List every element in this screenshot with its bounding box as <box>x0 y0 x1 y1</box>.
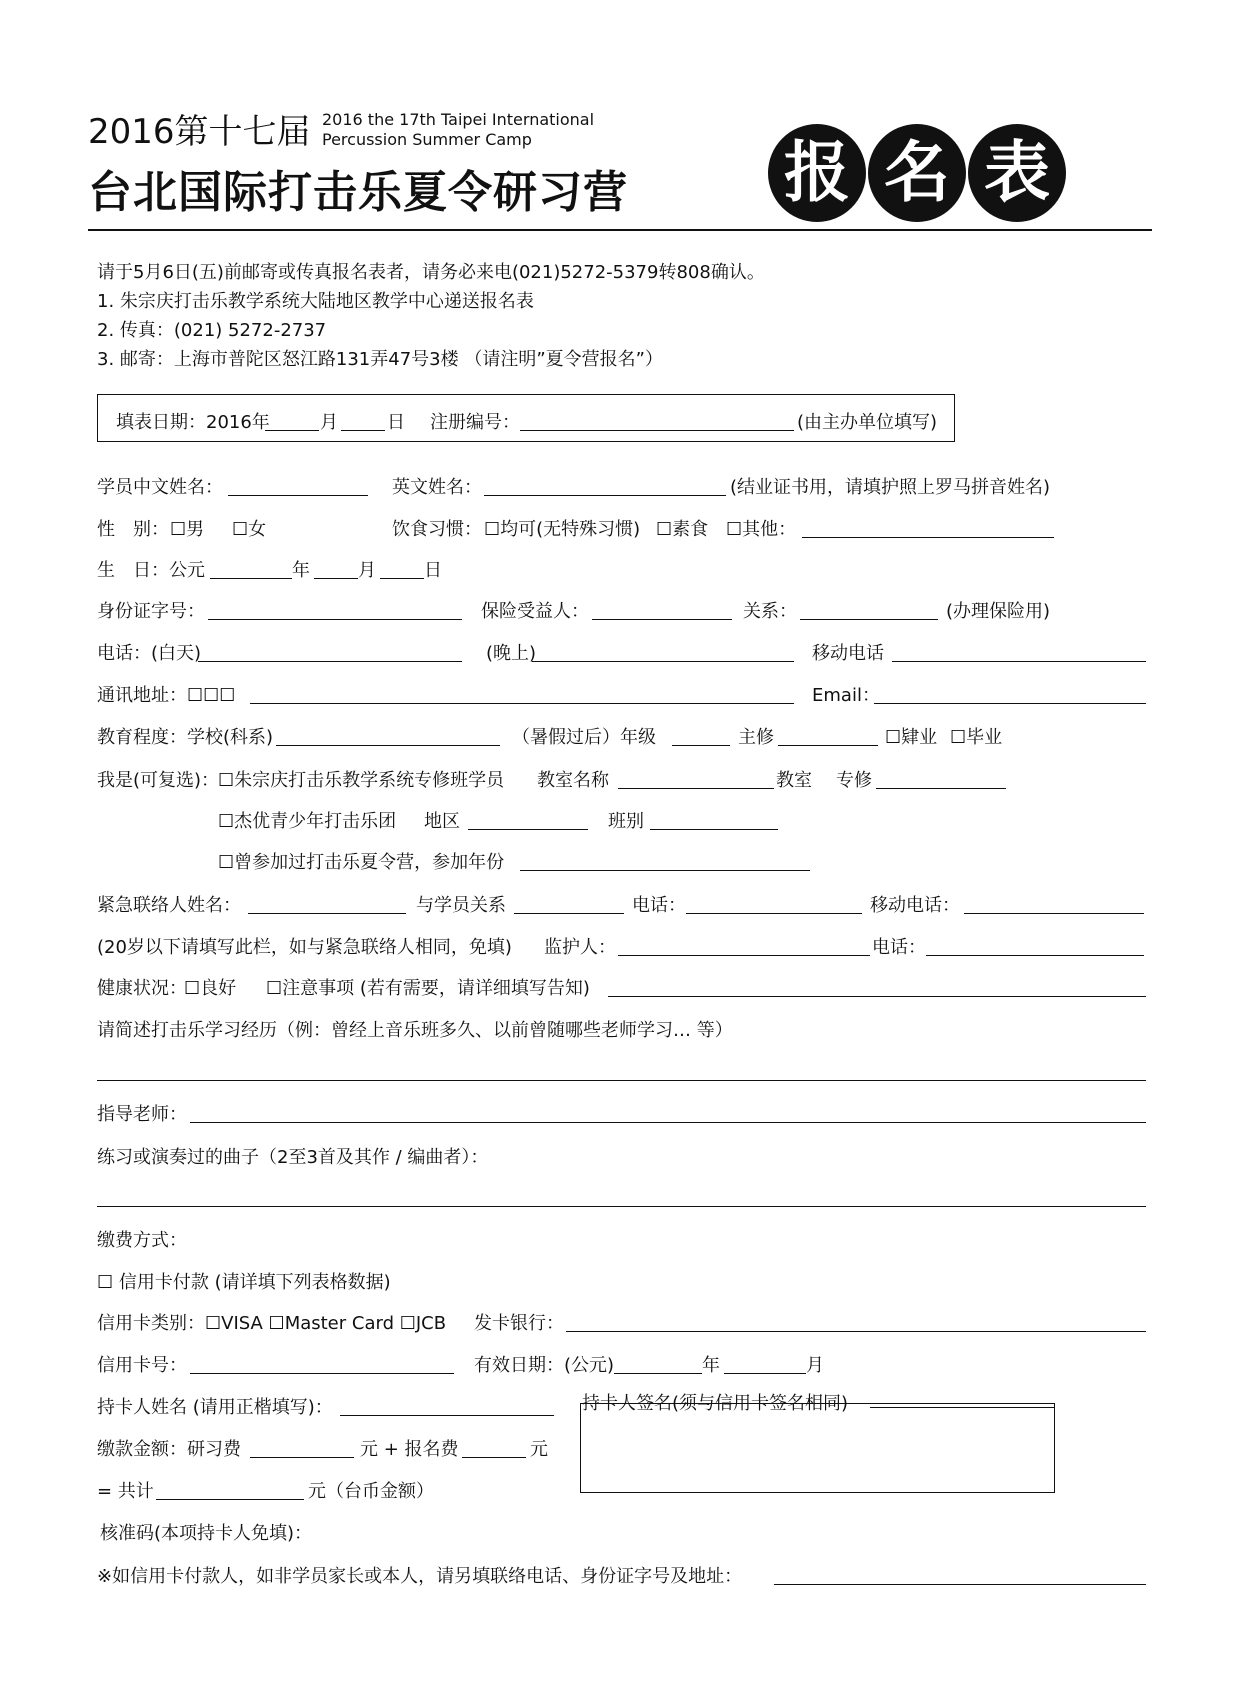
signature-box[interactable] <box>580 1403 1055 1493</box>
health-note-field[interactable] <box>608 996 1146 997</box>
total-unit: 元（台币金额） <box>308 1481 434 1502</box>
diet-normal-checkbox[interactable]: ☐均可(无特殊习惯) <box>484 519 641 540</box>
graduated-checkbox[interactable]: ☐毕业 <box>950 727 1003 748</box>
fill-day-label: 日 <box>387 412 405 433</box>
card-type-options[interactable]: 信用卡类别：☐VISA ☐Master Card ☐JCB <box>97 1313 447 1334</box>
mobile-label: 移动电话 <box>812 643 884 664</box>
guardian-field[interactable] <box>618 955 870 956</box>
diet-other-checkbox[interactable]: ☐其他： <box>726 519 797 540</box>
grade-field[interactable] <box>672 745 730 746</box>
chinese-title: 台北国际打击乐夏令研习营 <box>88 167 628 218</box>
emergency-mobile-label: 移动电话： <box>870 895 960 916</box>
edition-title: 2016第十七届 <box>88 112 311 152</box>
guardian-phone-field[interactable] <box>926 955 1144 956</box>
birth-month-field[interactable] <box>314 578 358 579</box>
phone-day-label: 电话：(白天) <box>97 643 202 664</box>
emergency-phone-label: 电话： <box>632 895 686 916</box>
relation-field[interactable] <box>800 619 938 620</box>
past-camp-year-field[interactable] <box>520 870 810 871</box>
birth-year-field[interactable] <box>210 578 292 579</box>
education-label: 教育程度：学校(科系) <box>97 727 274 748</box>
school-field[interactable] <box>276 745 500 746</box>
en-name-label: 英文姓名： <box>392 477 482 498</box>
expiry-month-label: 月 <box>806 1355 824 1376</box>
guardian-label: 监护人： <box>544 937 616 958</box>
badge-char-2: 名 <box>868 124 966 222</box>
id-no-field[interactable] <box>208 619 462 620</box>
mobile-field[interactable] <box>892 661 1146 662</box>
expiry-year-label: 年 <box>702 1355 720 1376</box>
fill-date-label: 填表日期：2016年 <box>116 412 270 433</box>
beneficiary-label: 保险受益人： <box>481 601 589 622</box>
gender-female-checkbox[interactable]: ☐女 <box>232 519 267 540</box>
emergency-relation-field[interactable] <box>514 913 624 914</box>
expiry-month-field[interactable] <box>724 1373 806 1374</box>
fill-month-label: 月 <box>320 412 338 433</box>
email-label: Email： <box>812 685 880 706</box>
option-youth-ensemble-checkbox[interactable]: ☐杰优青少年打击乐团 <box>218 811 397 832</box>
phone-night-label: (晚上) <box>486 643 537 664</box>
id-no-label: 身份证字号： <box>97 601 205 622</box>
class-field[interactable] <box>650 829 778 830</box>
card-no-label: 信用卡号： <box>97 1355 187 1376</box>
reg-no-label: 注册编号： <box>430 412 520 433</box>
beneficiary-field[interactable] <box>592 619 732 620</box>
notice-item-3: 3. 邮寄：上海市普陀区怒江路131弄47号3楼 （请注明”夏令营报名”） <box>97 349 663 370</box>
teacher-label: 指导老师： <box>97 1104 187 1125</box>
total-label: = 共计 <box>97 1481 154 1502</box>
address-label: 通讯地址：☐☐☐ <box>97 685 236 706</box>
tuition-field[interactable] <box>250 1457 354 1458</box>
diet-label: 饮食习惯： <box>392 519 482 540</box>
amount-yuan-label: 元 <box>530 1439 548 1460</box>
grade-label: （暑假过后）年级 <box>512 727 656 748</box>
auth-code-label: 核准码(本项持卡人免填)： <box>100 1523 313 1544</box>
emergency-name-field[interactable] <box>248 913 406 914</box>
diet-other-field[interactable] <box>802 537 1054 538</box>
guardian-note: (20岁以下请填写此栏，如与紧急联络人相同，免填) <box>97 937 512 958</box>
gender-label: 性 别： <box>97 519 169 540</box>
emergency-mobile-field[interactable] <box>964 913 1144 914</box>
fill-month-field[interactable] <box>265 430 319 431</box>
birthday-label: 生 日：公元 <box>97 560 205 581</box>
fill-day-field[interactable] <box>341 430 385 431</box>
experience-field[interactable] <box>97 1080 1146 1081</box>
badge-char-3: 表 <box>968 124 1066 222</box>
credit-card-checkbox[interactable]: ☐ 信用卡付款 (请详填下列表格数据) <box>97 1272 391 1293</box>
region-field[interactable] <box>468 829 588 830</box>
notice-item-2: 2. 传真：(021) 5272-2737 <box>97 320 327 341</box>
phone-night-field[interactable] <box>532 661 794 662</box>
header-divider <box>88 229 1152 231</box>
reg-no-field[interactable] <box>520 430 794 431</box>
address-field[interactable] <box>250 703 794 704</box>
card-no-field[interactable] <box>190 1373 454 1374</box>
english-title-line1: 2016 the 17th Taipei International <box>322 110 595 129</box>
bank-label: 发卡银行： <box>474 1313 564 1334</box>
cn-name-field[interactable] <box>228 495 368 496</box>
reg-no-note: (由主办单位填写) <box>797 412 938 433</box>
birth-day-label: 日 <box>424 560 442 581</box>
birth-day-field[interactable] <box>380 578 424 579</box>
classroom-label: 教室 <box>776 770 812 791</box>
third-party-note: ※如信用卡付款人，如非学员家长或本人，请另填联络电话、身份证字号及地址： <box>97 1566 743 1587</box>
gender-male-checkbox[interactable]: ☐男 <box>170 519 205 540</box>
speciality-label: 专修 <box>836 770 872 791</box>
birth-month-label: 月 <box>358 560 376 581</box>
studying-checkbox[interactable]: ☐肄业 <box>885 727 938 748</box>
teacher-field[interactable] <box>190 1122 1146 1123</box>
holder-name-label: 持卡人姓名 (请用正楷填写)： <box>97 1397 333 1418</box>
diet-veg-checkbox[interactable]: ☐素食 <box>656 519 709 540</box>
payment-method-label: 缴费方式： <box>97 1230 187 1251</box>
emergency-phone-field[interactable] <box>686 913 862 914</box>
reg-fee-field[interactable] <box>462 1457 526 1458</box>
health-good-checkbox[interactable]: ☐良好 <box>184 978 237 999</box>
english-title-line2: Percussion Summer Camp <box>322 130 532 149</box>
pieces-label: 练习或演奏过的曲子（2至3首及其作 / 编曲者）： <box>97 1147 489 1168</box>
guardian-phone-label: 电话： <box>872 937 926 958</box>
classroom-name-field[interactable] <box>618 788 774 789</box>
amount-plus-label: 元 + 报名费 <box>360 1439 459 1460</box>
phone-day-field[interactable] <box>198 661 462 662</box>
speciality-field[interactable] <box>876 788 1006 789</box>
experience-label: 请简述打击乐学习经历（例：曾经上音乐班多久、以前曾随哪些老师学习… 等） <box>97 1020 733 1041</box>
health-label: 健康状况： <box>97 978 187 999</box>
holder-sign-label: 持卡人签名(须与信用卡签名相同) <box>582 1393 849 1414</box>
expiry-label: 有效日期：(公元) <box>474 1355 615 1376</box>
emergency-name-label: 紧急联络人姓名： <box>97 895 241 916</box>
cn-name-label: 学员中文姓名： <box>97 477 223 498</box>
notice-deadline: 请于5月6日(五)前邮寄或传真报名表者，请务必来电(021)5272-5379转808确认。 <box>97 262 765 283</box>
pieces-field[interactable] <box>97 1206 1146 1207</box>
third-party-field[interactable] <box>774 1584 1146 1585</box>
expiry-year-field[interactable] <box>614 1373 702 1374</box>
en-name-field[interactable] <box>484 495 726 496</box>
classroom-name-label: 教室名称 <box>537 770 609 791</box>
birth-year-label: 年 <box>292 560 310 581</box>
major-label: 主修 <box>738 727 774 748</box>
bank-field[interactable] <box>566 1331 1146 1332</box>
badge-char-1: 报 <box>768 124 866 222</box>
class-label: 班别 <box>608 811 644 832</box>
english-title <box>322 110 594 150</box>
amount-label: 缴款金额：研习费 <box>97 1439 241 1460</box>
i-am-label: 我是(可复选)： <box>97 770 220 791</box>
insurance-note: (办理保险用) <box>946 601 1051 622</box>
emergency-relation-label: 与学员关系 <box>416 895 506 916</box>
total-field[interactable] <box>156 1499 304 1500</box>
health-note-checkbox[interactable]: ☐注意事项 (若有需要，请详细填写告知) <box>266 978 590 999</box>
major-field[interactable] <box>778 745 878 746</box>
email-field[interactable] <box>874 703 1146 704</box>
option-past-camp-checkbox[interactable]: ☐曾参加过打击乐夏令营，参加年份 <box>218 852 505 873</box>
notice-item-1: 1. 朱宗庆打击乐教学系统大陆地区教学中心递送报名表 <box>97 291 534 312</box>
option-student-checkbox[interactable]: ☐朱宗庆打击乐教学系统专修班学员 <box>218 770 505 791</box>
relation-label: 关系： <box>743 601 797 622</box>
region-label: 地区 <box>424 811 460 832</box>
holder-name-field[interactable] <box>340 1415 554 1416</box>
en-name-note: (结业证书用，请填护照上罗马拼音姓名) <box>730 477 1051 498</box>
